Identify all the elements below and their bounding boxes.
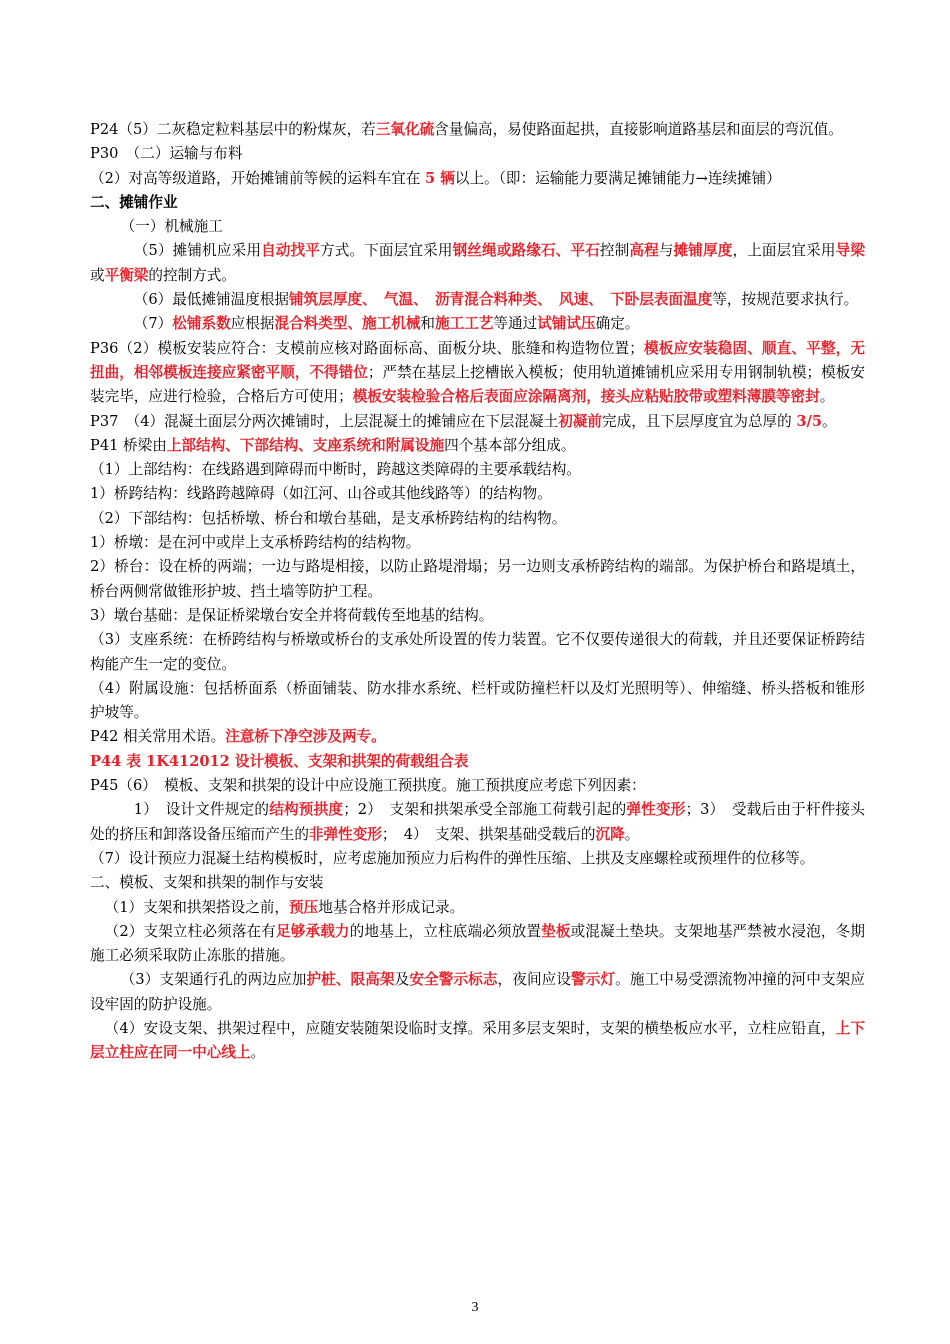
highlight-text: 三氧化硫 [375, 121, 435, 138]
paragraph [90, 482, 865, 506]
highlight-text: 安全警示标志 [409, 971, 498, 989]
highlight-text: 钢丝绳或路缘石、平石 [452, 242, 600, 260]
text-run: ； 4） 支架、拱架基础受载后的 [381, 825, 596, 843]
text-run: 二、模板、支架和拱架的制作与安装 [90, 874, 324, 892]
text-run: （2）对高等级道路，开始摊铺前等候的运料车宜在 [90, 169, 425, 187]
text-run: （4）安设支架、拱架过程中，应随安装随架设临时支撑。采用多层支架时，支架的横垫板应水平，立柱应铅直， [104, 1019, 836, 1037]
paragraph [90, 628, 865, 677]
paragraph [90, 604, 865, 628]
text-run: （1）上部结构：在线路遇到障碍而中断时，跨越这类障碍的主要承载结构。 [90, 461, 581, 479]
highlight-text: 松铺系数 [172, 315, 231, 333]
text-run: 2）桥台：设在桥的两端；一边与路堤相接，以防止路堤滑塌；另一边则支承桥跨结构的端部。为保护桥台和路堤填土，桥台两侧常做锥形护坡、挡土墙等防护工程。 [90, 558, 865, 600]
paragraph [90, 434, 865, 458]
paragraph [90, 555, 865, 604]
highlight-text: 非弹性变形 [308, 825, 382, 843]
text-run: （6）最低摊铺温度根据 [133, 291, 290, 309]
paragraph [90, 677, 865, 726]
text-run: 和 [420, 315, 436, 333]
paragraph [90, 118, 865, 142]
text-run: （3）支架通行孔的两边应加 [120, 971, 307, 989]
highlight-text: 试铺试压 [537, 315, 596, 333]
highlight-text: 沉降 [595, 825, 625, 843]
paragraph [90, 458, 865, 482]
text-run: 3）墩台基础：是保证桥梁墩台安全并将荷载传至地基的结构。 [90, 606, 494, 624]
highlight-text: 5 辆 [425, 169, 455, 187]
highlight-text: 垫板 [541, 922, 571, 940]
paragraph [90, 410, 865, 434]
text-run: 。施工中易受漂流物冲撞的河中支架应设牢固的防护设施。 [90, 971, 865, 1013]
text-run: 1） 设计文件规定的 [133, 801, 270, 819]
text-run: 的地基上，立柱底端必须放置 [349, 922, 542, 940]
highlight-text: 警示灯 [571, 971, 616, 989]
paragraph [90, 239, 865, 288]
paragraph [90, 725, 865, 749]
text-run: （3）支座系统：在桥跨结构与桥墩或桥台的支承处所设置的传力装置。它不仅要传递很大的荷载，并且还要保证桥跨结构能产生一定的变位。 [90, 631, 865, 673]
paragraph [90, 531, 865, 555]
text-run: P36（2）模板安装应符合：支模前应核对路面标高、面板分块、胀缝和构造物位置； [90, 339, 644, 357]
highlight-text: 施工工艺 [435, 315, 494, 333]
text-run: 及 [394, 971, 410, 989]
text-run: 地基合格并形成记录。 [318, 898, 465, 916]
text-run: 方式。下面层宜采用 [319, 242, 453, 260]
highlight-text: 自动找平 [261, 242, 320, 260]
highlight-text: 结构预拱度 [269, 801, 344, 819]
highlight-text: 足够承载力 [276, 922, 350, 940]
text-run: （7）设计预应力混凝土结构模板时，应考虑施加预应力后构件的弹性压缩、上拱及支座螺栓或预埋件的位移等。 [90, 849, 815, 867]
text-run: 等，按规范要求执行。 [712, 291, 859, 309]
text-run: 以上。（即：运输能力要满足摊铺能力→连续摊铺） [454, 169, 781, 187]
highlight-text: 上下层立柱应在同一中心线上 [90, 1019, 865, 1062]
text-run: 与 [658, 242, 674, 260]
text-run: 确定。 [595, 315, 640, 333]
text-run: （一）机械施工 [120, 218, 223, 236]
text-run: 二、摊铺作业 [90, 193, 178, 211]
paragraph [90, 920, 865, 969]
text-run: ；3） 受载后由于杆件接头处的挤压和卸落设备压缩而产生的 [90, 801, 865, 843]
document-body [90, 118, 865, 1066]
paragraph [90, 774, 865, 798]
text-run: 1）桥墩：是在河中或岸上支承桥跨结构的结构物。 [90, 534, 421, 552]
highlight-text: 混合料类型、施工机械 [274, 315, 421, 333]
text-run: P45（6） 模板、支架和拱架的设计中应设施工预拱度。施工预拱度应考虑下列因素： [90, 777, 646, 795]
paragraph [90, 896, 865, 920]
highlight-text: 表 1K412012 设计模板、支架和拱架的荷载组合表 [126, 752, 469, 770]
paragraph [90, 191, 865, 215]
text-run: ；严禁在基层上挖槽嵌入模板；使用轨道摊铺机应采用专用钢制轨模；模板安装完毕，应进行检验，合格后方可使用； [90, 363, 865, 406]
paragraph [90, 142, 865, 166]
text-run: P41 桥梁由 [90, 436, 167, 454]
highlight-text: 护桩、限高架 [306, 971, 395, 989]
text-run: 控制 [599, 242, 630, 260]
text-run: （5）摊铺机应采用 [133, 242, 262, 260]
highlight-text: 3/5 [796, 412, 822, 430]
highlight-text: 模板安装检验合格后表面应涂隔离剂，接头应粘贴胶带或塑料薄膜等密封 [352, 388, 820, 406]
paragraph [90, 847, 865, 871]
text-run: ，夜间应设 [497, 971, 572, 989]
highlight-text: 导梁 [835, 242, 865, 260]
highlight-text: 预压 [289, 898, 319, 916]
text-run: 应根据 [230, 315, 275, 333]
highlight-text: 注意桥下净空涉及两专。 [225, 728, 386, 746]
paragraph [90, 507, 865, 531]
paragraph [90, 215, 865, 239]
paragraph [90, 167, 865, 191]
text-run: 的控制方式。 [148, 266, 236, 284]
highlight-text: 高程 [629, 242, 659, 260]
text-run: （1）支架和拱架搭设之前， [104, 898, 290, 916]
paragraph [90, 337, 865, 410]
text-run: 。 [819, 388, 835, 406]
text-run: P30 （二）运输与布料 [90, 145, 243, 163]
text-run: 含量偏高，易使路面起拱，直接影响道路基层和面层的弯沉值。 [434, 121, 843, 138]
text-run: 或混凝土垫块。支架地基严禁被水浸泡，冬期施工必须采取防止冻胀的措施。 [90, 922, 865, 965]
text-run: ；2） 支架和拱架承受全部施工荷载引起的 [343, 801, 627, 819]
highlight-text: 铺筑层厚度、 气温、 沥青混合料种类、 风速、 下卧层表面温度 [289, 291, 713, 309]
text-run: 等通过 [493, 315, 538, 333]
text-run: （4）附属设施：包括桥面系（桥面铺装、防水排水系统、栏杆或防撞栏杆以及灯光照明等）、伸缩缝、桥头搭板和锥形护坡等。 [90, 679, 865, 722]
highlight-text: P44 [90, 752, 127, 770]
paragraph [90, 798, 865, 847]
page-number: 3 [471, 1300, 479, 1315]
highlight-text: 初凝前 [558, 412, 602, 430]
text-run: 。 [250, 1044, 266, 1062]
paragraph [90, 750, 865, 774]
text-run: P42 相关常用术语。 [90, 728, 226, 746]
paragraph [90, 968, 865, 1017]
text-run: P37 （4）混凝土面层分两次摊铺时，上层混凝土的摊铺应在下层混凝土 [90, 412, 559, 430]
highlight-text: 摊铺厚度 [673, 242, 733, 260]
paragraph [90, 871, 865, 895]
text-run: 四个基本部分组成。 [444, 436, 576, 454]
highlight-text: 平衡梁 [104, 266, 149, 284]
text-run: 1）桥跨结构：线路跨越障碍（如江河、山谷或其他线路等）的结构物。 [90, 485, 552, 503]
text-run: 。 [822, 412, 837, 430]
text-run: （2）下部结构：包括桥墩、桥台和墩台基础，是支承桥跨结构的结构物。 [90, 509, 567, 527]
paragraph [90, 288, 865, 312]
text-run: 。 [624, 825, 640, 843]
text-run: 完成，且下层厚度宜为总厚的 [602, 412, 797, 430]
text-run: （2）支架立柱必须落在有 [104, 922, 277, 940]
paragraph [90, 1017, 865, 1066]
highlight-text: 弹性变形 [626, 801, 686, 819]
text-run: （7） [133, 315, 173, 333]
highlight-text: 上部结构、下部结构、支座系统和附属设施 [166, 436, 445, 454]
text-run: 或 [90, 266, 105, 284]
text-run: P24（5）二灰稳定粒料基层中的粉煤灰，若 [90, 121, 376, 138]
paragraph [90, 312, 865, 336]
highlight-text: 模板应安装稳固、顺直、平整，无扭曲，相邻模板连接应紧密平顺，不得错位 [90, 339, 865, 381]
text-run: ，上面层宜采用 [732, 242, 836, 260]
